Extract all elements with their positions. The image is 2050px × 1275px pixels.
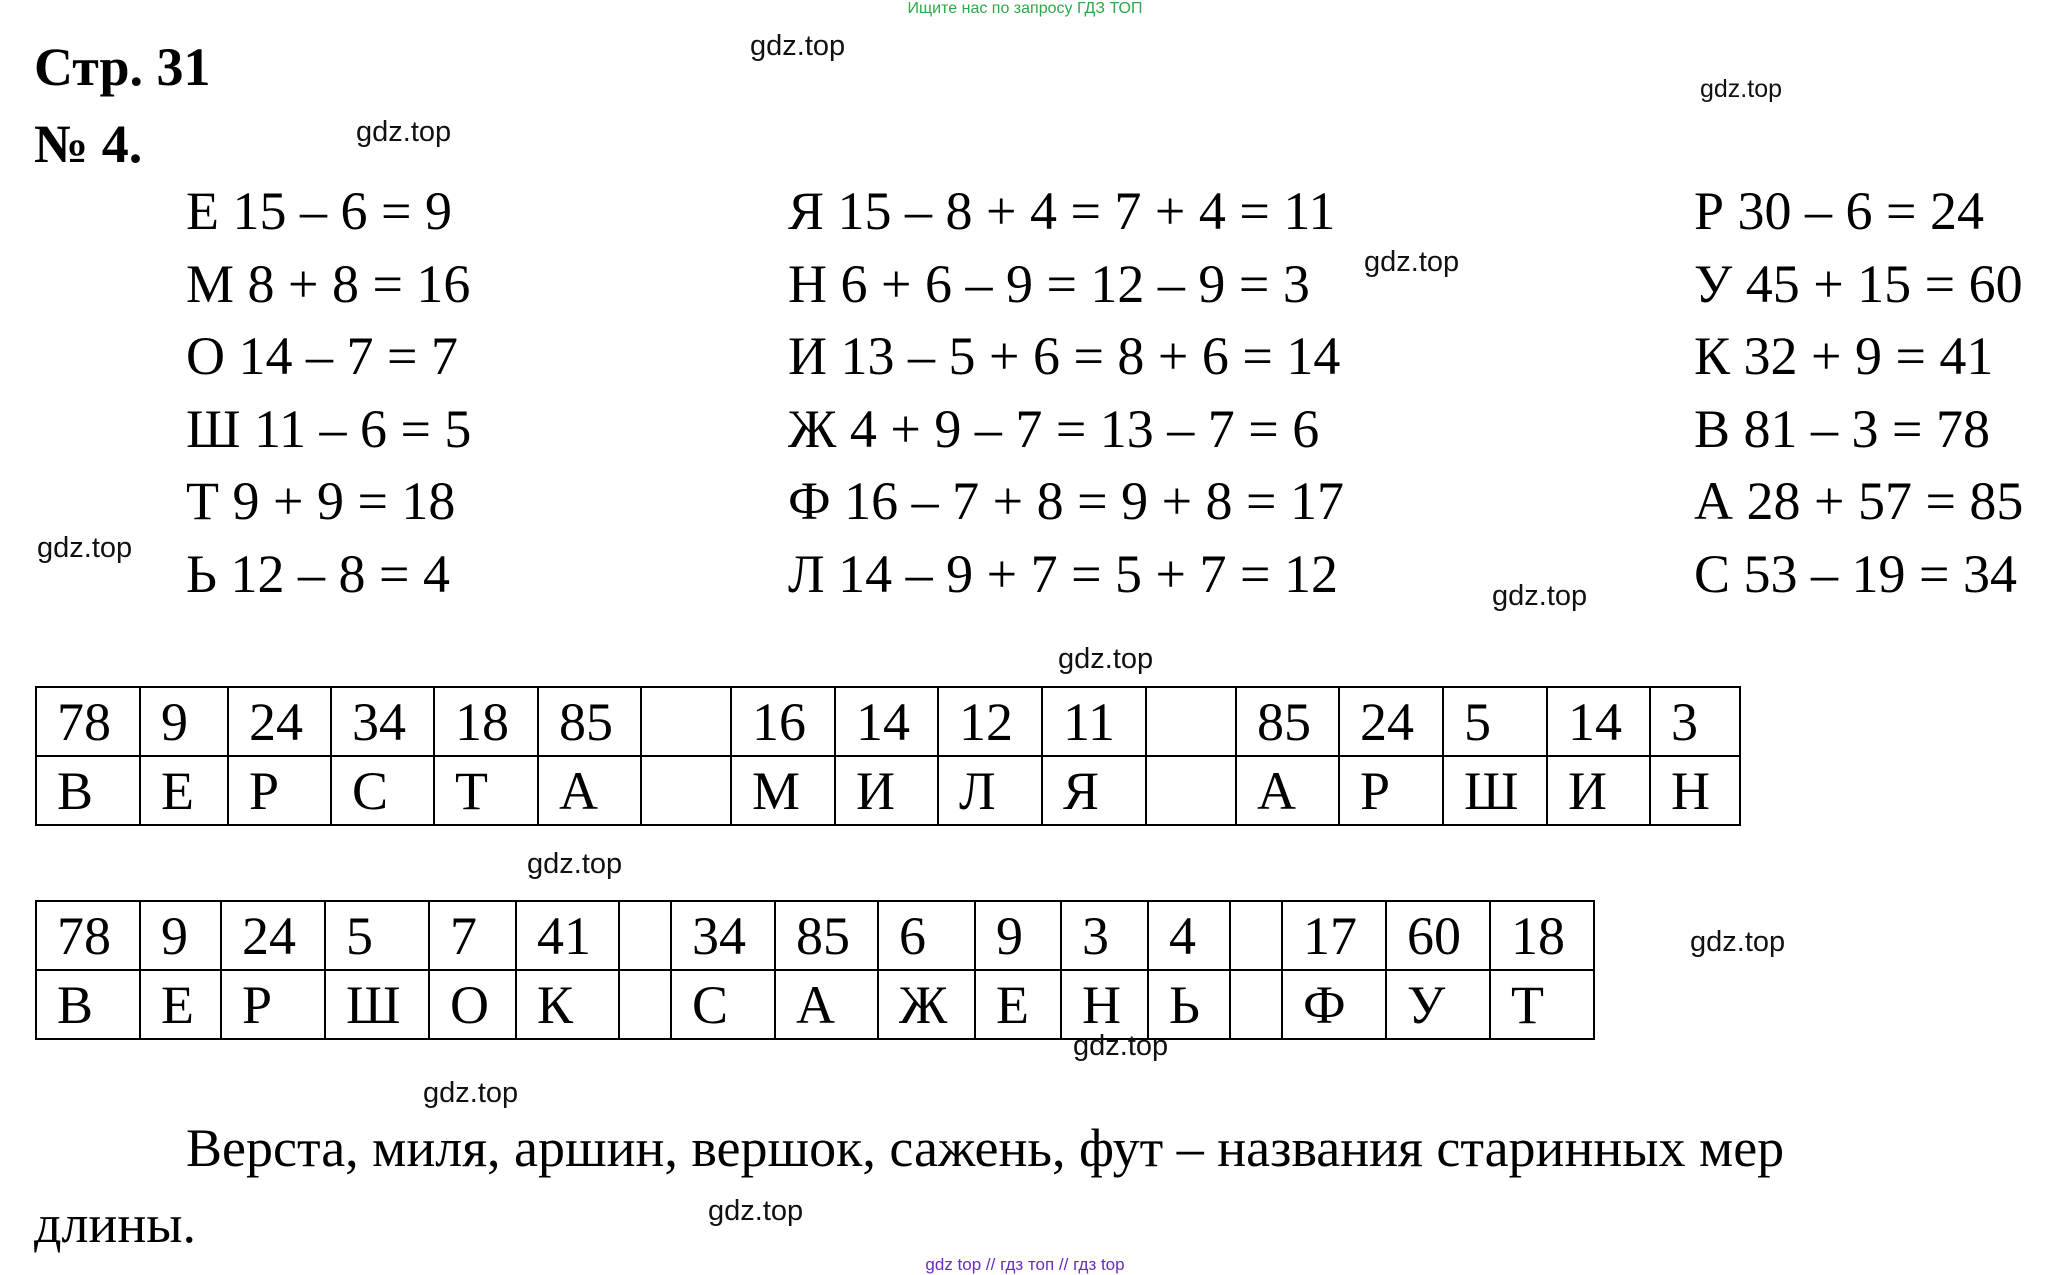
equation: Ш 11 – 6 = 5 bbox=[186, 398, 472, 459]
equation: В 81 – 3 = 78 bbox=[1694, 398, 1990, 459]
letter-cell: В bbox=[36, 756, 140, 825]
number-cell: 9 bbox=[975, 901, 1061, 970]
equation: О 14 – 7 = 7 bbox=[186, 326, 458, 387]
equation: И 13 – 5 + 6 = 8 + 6 = 14 bbox=[788, 326, 1341, 387]
watermark: gdz.top bbox=[1073, 1030, 1169, 1062]
letter-cell: В bbox=[36, 970, 140, 1039]
task-number: № 4. bbox=[34, 114, 143, 174]
number-cell bbox=[1230, 901, 1282, 970]
equation: С 53 – 19 = 34 bbox=[1694, 543, 2017, 604]
equations-column-3 bbox=[1694, 175, 2023, 611]
letter-cell: О bbox=[429, 970, 516, 1039]
watermark: gdz.top bbox=[1364, 246, 1460, 278]
number-cell bbox=[1146, 687, 1236, 756]
letter-cell: Ь bbox=[1148, 970, 1230, 1039]
letter-cell: И bbox=[1547, 756, 1650, 825]
letter-cell: И bbox=[835, 756, 938, 825]
number-cell bbox=[641, 687, 731, 756]
letter-cell: К bbox=[516, 970, 619, 1039]
letter-cell: У bbox=[1386, 970, 1490, 1039]
watermark: gdz.top bbox=[708, 1195, 804, 1227]
letter-cell: Р bbox=[228, 756, 331, 825]
letter-cell: А bbox=[538, 756, 641, 825]
letter-cell: М bbox=[731, 756, 835, 825]
number-cell: 7 bbox=[429, 901, 516, 970]
number-cell: 34 bbox=[671, 901, 775, 970]
number-cell: 9 bbox=[140, 687, 228, 756]
letter-cell: А bbox=[1236, 756, 1339, 825]
number-cell: 5 bbox=[1443, 687, 1547, 756]
letter-cell bbox=[1146, 756, 1236, 825]
numbers-row bbox=[36, 687, 1740, 756]
watermark: gdz.top bbox=[356, 116, 452, 148]
number-cell: 78 bbox=[36, 687, 140, 756]
letters-row bbox=[36, 970, 1594, 1039]
number-cell: 3 bbox=[1061, 901, 1148, 970]
letter-cell: Я bbox=[1042, 756, 1146, 825]
number-cell: 3 bbox=[1650, 687, 1740, 756]
watermark: gdz.top bbox=[750, 30, 846, 62]
letter-cell: Е bbox=[140, 970, 221, 1039]
letter-cell bbox=[1230, 970, 1282, 1039]
number-cell: 24 bbox=[1339, 687, 1443, 756]
equation: Я 15 – 8 + 4 = 7 + 4 = 11 bbox=[788, 181, 1336, 241]
watermark: gdz.top bbox=[423, 1077, 519, 1109]
letter-cell: Ш bbox=[325, 970, 429, 1039]
equation: Ж 4 + 9 – 7 = 13 – 7 = 6 bbox=[788, 398, 1320, 459]
conclusion-line-1: Верста, миля, аршин, вершок, сажень, фут – названия старинных мер bbox=[186, 1118, 1785, 1178]
equation: А 28 + 57 = 85 bbox=[1694, 471, 2024, 532]
number-cell: 24 bbox=[228, 687, 331, 756]
number-cell: 16 bbox=[731, 687, 835, 756]
equation: Т 9 + 9 = 18 bbox=[186, 471, 456, 532]
number-cell: 85 bbox=[538, 687, 641, 756]
number-cell: 85 bbox=[1236, 687, 1339, 756]
number-cell bbox=[619, 901, 671, 970]
number-cell: 17 bbox=[1282, 901, 1386, 970]
footer-links: gdz top // гдз топ // гдз top bbox=[925, 1255, 1125, 1274]
equation: У 45 + 15 = 60 bbox=[1694, 253, 2023, 314]
letter-cell: С bbox=[331, 756, 434, 825]
watermark: gdz.top bbox=[1058, 643, 1154, 675]
letter-cell bbox=[619, 970, 671, 1039]
equation: Ь 12 – 8 = 4 bbox=[186, 543, 450, 604]
number-cell: 85 bbox=[775, 901, 878, 970]
watermark: gdz.top bbox=[1700, 75, 1783, 103]
number-cell: 4 bbox=[1148, 901, 1230, 970]
letter-cell: С bbox=[671, 970, 775, 1039]
cipher-table-1 bbox=[35, 686, 1741, 826]
letters-row bbox=[36, 756, 1740, 825]
letter-cell: Е bbox=[975, 970, 1061, 1039]
search-banner: Ищите нас по запросу ГДЗ ТОП bbox=[907, 0, 1143, 17]
number-cell: 5 bbox=[325, 901, 429, 970]
equations-column-1 bbox=[186, 175, 471, 611]
equation: Ф 16 – 7 + 8 = 9 + 8 = 17 bbox=[788, 471, 1344, 532]
number-cell: 78 bbox=[36, 901, 140, 970]
number-cell: 41 bbox=[516, 901, 619, 970]
letter-cell: Н bbox=[1650, 756, 1740, 825]
letter-cell: Р bbox=[1339, 756, 1443, 825]
numbers-row bbox=[36, 901, 1594, 970]
equation: К 32 + 9 = 41 bbox=[1694, 326, 1994, 387]
equation: М 8 + 8 = 16 bbox=[186, 253, 471, 314]
cipher-table-2 bbox=[35, 900, 1595, 1040]
number-cell: 18 bbox=[1490, 901, 1594, 970]
equations-column-2 bbox=[788, 175, 1344, 611]
equation: Л 14 – 9 + 7 = 5 + 7 = 12 bbox=[788, 543, 1338, 604]
letter-cell: Е bbox=[140, 756, 228, 825]
letter-cell: Р bbox=[221, 970, 325, 1039]
number-cell: 6 bbox=[878, 901, 975, 970]
conclusion-line-2: длины. bbox=[34, 1194, 196, 1254]
letter-cell bbox=[641, 756, 731, 825]
number-cell: 9 bbox=[140, 901, 221, 970]
number-cell: 14 bbox=[835, 687, 938, 756]
letter-cell: Т bbox=[1490, 970, 1594, 1039]
watermark: gdz.top bbox=[527, 848, 623, 880]
letter-cell: Ф bbox=[1282, 970, 1386, 1039]
letter-cell: А bbox=[775, 970, 878, 1039]
number-cell: 11 bbox=[1042, 687, 1146, 756]
page-title: Стр. 31 bbox=[34, 37, 211, 97]
number-cell: 12 bbox=[938, 687, 1042, 756]
watermark: gdz.top bbox=[1690, 926, 1786, 958]
number-cell: 24 bbox=[221, 901, 325, 970]
equation: Е 15 – 6 = 9 bbox=[186, 181, 452, 241]
number-cell: 34 bbox=[331, 687, 434, 756]
watermark: gdz.top bbox=[37, 532, 133, 564]
letter-cell: Ж bbox=[878, 970, 975, 1039]
watermark: gdz.top bbox=[1492, 580, 1588, 612]
letter-cell: Н bbox=[1061, 970, 1148, 1039]
number-cell: 60 bbox=[1386, 901, 1490, 970]
letter-cell: Т bbox=[434, 756, 538, 825]
letter-cell: Ш bbox=[1443, 756, 1547, 825]
equation: Н 6 + 6 – 9 = 12 – 9 = 3 bbox=[788, 253, 1310, 314]
number-cell: 18 bbox=[434, 687, 538, 756]
equation: Р 30 – 6 = 24 bbox=[1694, 181, 1984, 241]
number-cell: 14 bbox=[1547, 687, 1650, 756]
letter-cell: Л bbox=[938, 756, 1042, 825]
